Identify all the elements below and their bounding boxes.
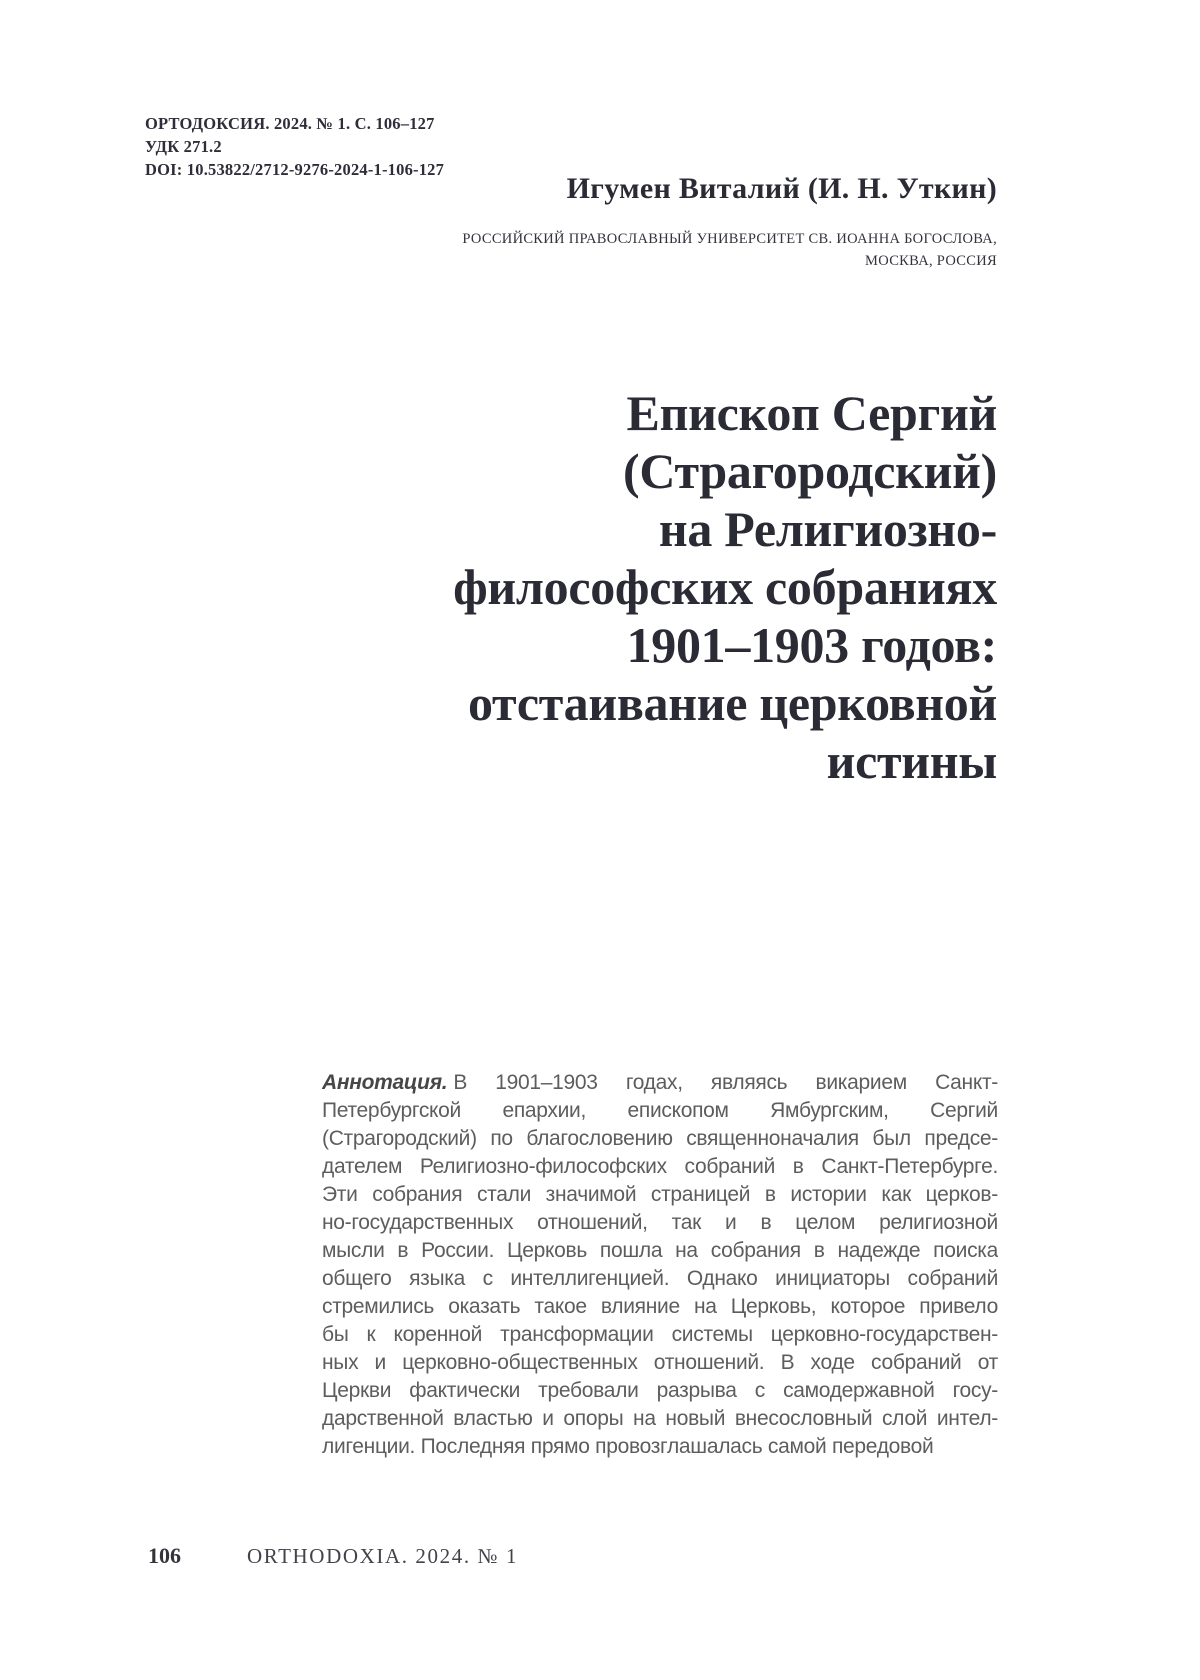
title-line: 1901–1903 годов: [626, 617, 997, 673]
title-line: Епископ Сергий [626, 385, 997, 441]
abstract-line: ных и церковно-общественных отношений. В ходе собраний от [322, 1351, 998, 1374]
footer-journal-name: ORTHODOXIA. 2024. № 1 [247, 1544, 519, 1568]
abstract-line: бы к коренной трансформации системы церковно-государствен- [322, 1323, 998, 1346]
affiliation-line: МОСКВА, РОССИЯ [865, 253, 997, 269]
affiliation-line: РОССИЙСКИЙ ПРАВОСЛАВНЫЙ УНИВЕРСИТЕТ СВ. ИОАННА БОГОСЛОВА, [462, 231, 997, 247]
page-title [237, 384, 997, 790]
abstract-line: Эти собрания стали значимой страницей в истории как церков- [322, 1183, 998, 1206]
author-affiliation [462, 228, 997, 272]
footer-page-number: 106 [148, 1543, 181, 1568]
abstract-line: Петербургской епархии, епископом Ямбургским, Сергий [322, 1099, 998, 1122]
abstract-line: дарственной властью и опоры на новый внесословный слой интел- [322, 1407, 998, 1430]
abstract-line: Церкви фактически требовали разрыва с самодержавной госу- [322, 1379, 998, 1402]
udk-code: УДК 271.2 [145, 137, 222, 156]
abstract-line: но-государственных отношений, так и в целом религиозной [322, 1211, 998, 1234]
abstract-line: стремились оказать такое влияние на Церковь, которое привело [322, 1295, 998, 1318]
abstract-line-text: В 1901–1903 годах, являясь викарием Санкт- [453, 1071, 998, 1094]
abstract [322, 1069, 998, 1461]
doi: DOI: 10.53822/2712-9276-2024-1-106-127 [145, 160, 445, 179]
title-line: отстаивание церковной [467, 675, 997, 731]
author-name: Игумен Виталий (И. Н. Уткин) [566, 172, 997, 205]
journal-reference: ОРТОДОКСИЯ. 2024. № 1. С. 106–127 [145, 114, 435, 133]
journal-metadata-block [145, 112, 444, 181]
title-line: философских собраниях [453, 559, 997, 615]
title-line: (Страгородский) [623, 443, 997, 499]
abstract-line: мысли в России. Церковь пошла на собрания в надежде поиска [322, 1239, 998, 1262]
abstract-line [322, 1069, 998, 1097]
title-line: истины [826, 733, 997, 789]
abstract-line: (Страгородский) по благословению священноначалия был предсе- [322, 1127, 998, 1150]
abstract-line: лигенции. Последняя прямо провозглашалась самой передовой [322, 1435, 934, 1458]
abstract-line: общего языка с интеллигенцией. Однако инициаторы собраний [322, 1267, 998, 1290]
title-line: на Религиозно- [658, 501, 997, 557]
abstract-label: Аннотация. [322, 1071, 448, 1094]
abstract-line: дателем Религиозно-философских собраний в Санкт-Петербурге. [322, 1155, 998, 1178]
